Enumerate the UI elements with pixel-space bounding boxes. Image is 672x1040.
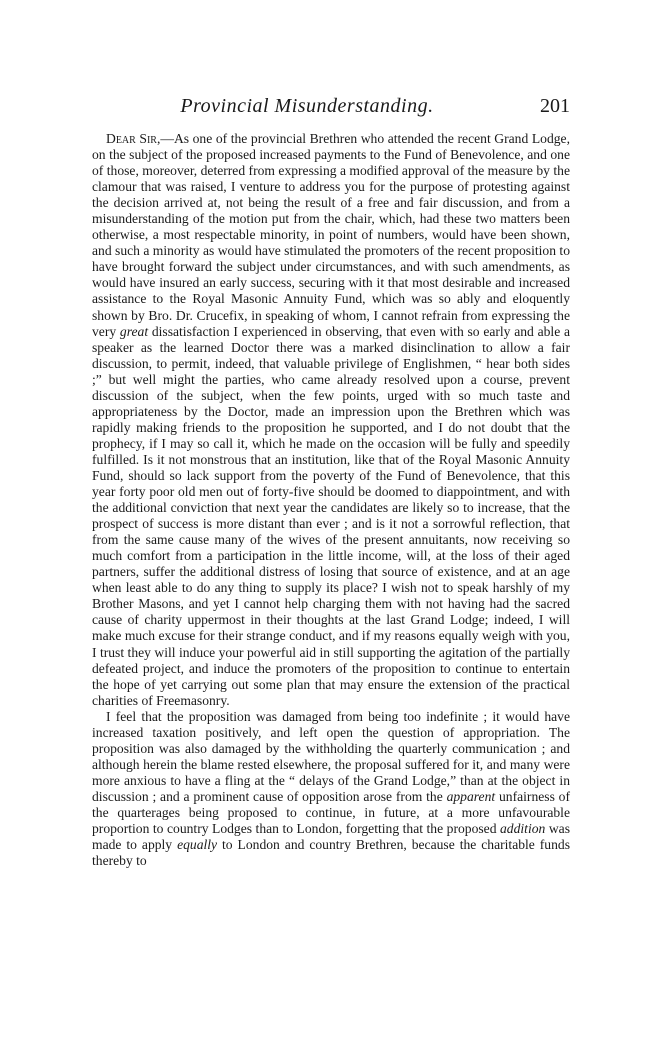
emphasis-great: great bbox=[119, 323, 149, 339]
running-head bbox=[92, 95, 570, 121]
page-number: 201 bbox=[540, 95, 570, 117]
emphasis-equally: equally bbox=[177, 837, 218, 853]
article-body bbox=[92, 131, 570, 869]
paragraph-2 bbox=[92, 709, 570, 869]
emphasis-addition: addition bbox=[500, 821, 546, 837]
paragraph-1-text-b: dissatisfaction I experienced in observing, that even with so early and able a speaker as the learned Doctor there was a marked disinclination to allow a fair discussion, to permit, indeed, that valuable privilege of Englishmen, “ hear both sides ;” but well might the parties, who came already resolved upon a course, prevent discussion of the subject, when the few points, urged with so much taste and appropriateness by the Doctor, made an impression upon the Brethren which was rapidly making friends to the proposition he supported, and I do not doubt that the prophecy, if I may so call it, which he made on the occasion will be fully and speedily fulfilled. Is it not monstrous that an institution, like that of the Royal Masonic Annuity Fund, should so lack support from the poverty of the Fund of Benevolence, that this year forty poor old men out of forty-five should be doomed to diappointment, and with the additional conviction that next year the candidates are likely so to increase, that the prospect of success is more distant than ever ; and is it not a sorrowful reflection, that from the same cause many of the wives of the present annuitants, now receiving so much comfort from a participation in the little income, will, at the loss of their aged partners, suffer the additional distress of losing that source of existence, and at an age when least able to do any thing to supply its place? I wish not to speak harshly of my Brother Masons, and yet I cannot help charging them with not having had the sacred cause of charity uppermost in their thoughts at the last Grand Lodge; indeed, I will make much excuse for their strange conduct, and if my reasons equally weigh with you, I trust they will induce your powerful aid in still supporting the agitation of the partially defeated project, and induce the promoters of the proposition to continue to entertain the hope of yet carrying out some plan that may ensure the extension of the practical charities of Freemasonry. bbox=[92, 323, 570, 708]
paragraph-2-text-d: to London and country Brethren, because the charitable funds thereby to bbox=[92, 837, 570, 869]
paragraph-2-text-b: unfairness of the quarterages being proposed to continue, in future, at a more unfavourable proportion to country Lodges than to London, forgetting that the proposed bbox=[92, 788, 570, 837]
paragraph-2-text-a: I feel that the proposition was damaged from being too indefinite ; it would have increased taxation positively, and left open the question of appropriation. The proposition was also damaged by the withholding the quarterly communication ; and although herein the blame rested elsewhere, the proposal suffered for it, and many were more anxious to have a fling at the “ delays of the Grand Lodge,” than at the object in discussion ; and a prominent cause of opposition arose from the bbox=[92, 708, 570, 804]
paragraph-1 bbox=[92, 131, 570, 709]
running-title: Provincial Misunderstanding. bbox=[180, 95, 434, 117]
emphasis-apparent: apparent bbox=[446, 788, 496, 804]
paragraph-2-text-c: was made to apply bbox=[92, 821, 570, 853]
salutation: Dear Sir, bbox=[106, 131, 161, 146]
paragraph-1-text-a: —As one of the provincial Brethren who attended the recent Grand Lodge, on the subject of the proposed increased payments to the Fund of Benevolence, and one of those, moreover, deterred from expressing a modified approval of the measure by the clamour that was raised, I venture to address you for the purpose of protesting against the decision arrived at, not being the result of a free and fair discussion, and from a misunderstanding of the motion put from the chair, which, had these two matters been otherwise, a most respectable minority, in point of numbers, would have been shown, and such a minority as would have stimulated the promoters of the recent proposition to have brought forward the subject under circumstances, and with such amendments, as would have insured an early success, securing with it that most desirable and increased assistance to the Royal Masonic Annuity Fund, which was so ably and eloquently shown by Bro. Dr. Crucefix, in speaking of whom, I cannot refrain from expressing the very bbox=[92, 131, 570, 339]
